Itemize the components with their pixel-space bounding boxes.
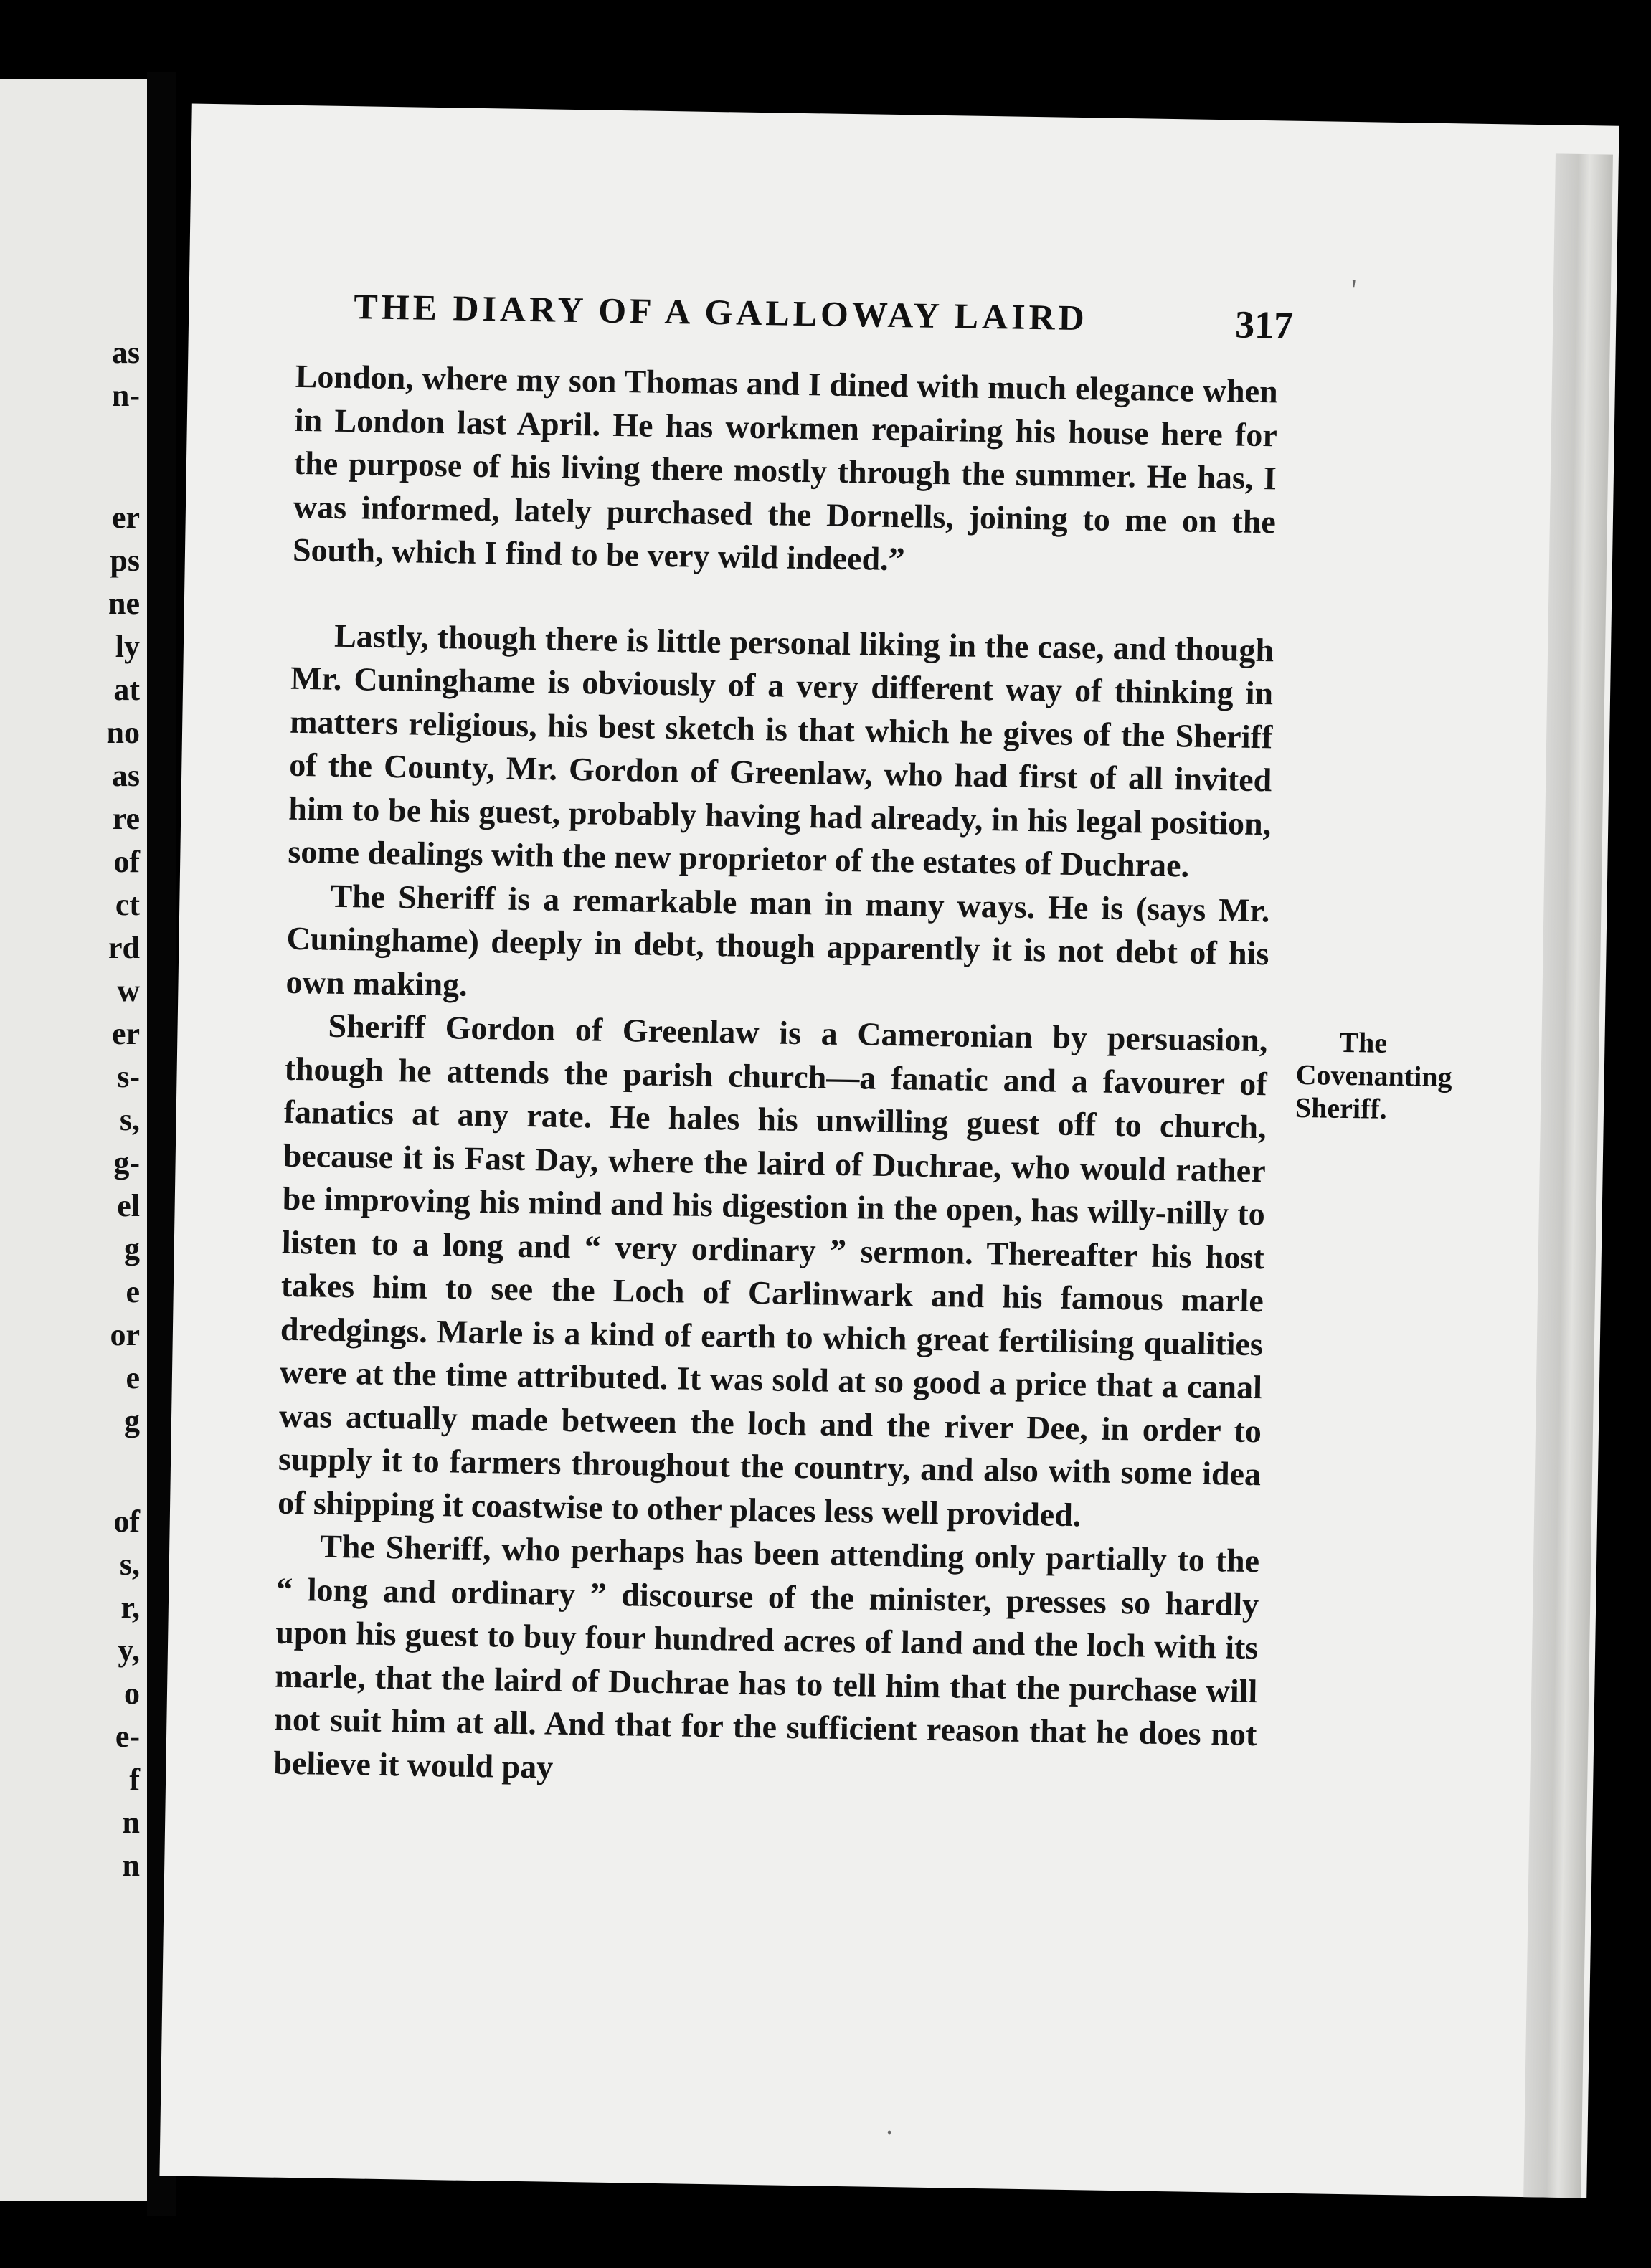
- left-page-fragment: e: [126, 1274, 140, 1309]
- running-title: THE DIARY OF A GALLOWAY LAIRD: [353, 286, 1089, 338]
- left-page-fragment: ne: [108, 586, 140, 621]
- left-page-fragment: er: [111, 1016, 140, 1051]
- book-page: [159, 104, 1619, 2198]
- left-page-fragment: r,: [120, 1590, 140, 1625]
- left-page-fragment: as: [111, 758, 140, 793]
- left-page-fragment: s,: [119, 1547, 140, 1582]
- left-page-fragment: g: [124, 1403, 140, 1438]
- running-head: [296, 285, 1294, 351]
- left-page-fragment: at: [113, 672, 140, 707]
- paragraph-text: Sheriff Gordon of Greenlaw is a Cameronian by persuasion, though he attends the parish church—a fanatic and a favourer of fanatics at any rate. He hales his unwilling guest off to church, because it is Fast Day, where the laird of Duchrae, who would rather be improving his mind and his digestion in the open, has willy-nilly to listen to a long and “ very ordinary ” sermon. Thereafter his host takes him to see the Loch of Carlinwark and his famous marle dredgings. Marle is a kind of earth to which great fertilising qualities were at the time attributed. It was sold at so good a price that a canal was actually made between the loch and the river Dee, in order to supply it to farmers throughout the country, and also with some idea of shipping it coastwise to other places less well provided.: [277, 1007, 1268, 1533]
- left-page-fragment: el: [117, 1188, 140, 1223]
- paragraph: The Sheriff, who perhaps has been attending only partially to the “ long and ordinary ” discourse of the minister, presses so hardly upon his guest to buy four hundred acres of land and the loch with its marle, that the laird of Duchrae has to tell him that the purchase will not suit him at all. And that for the sufficient reason that he does not believe it would pay: [273, 1527, 1260, 1785]
- left-page-fragment: rd: [108, 930, 140, 965]
- left-page-fragment: n-: [111, 378, 140, 413]
- paragraph-with-margin-note: [277, 1004, 1452, 1539]
- page-content: [273, 285, 1452, 1800]
- body-text: [273, 355, 1452, 1800]
- left-page-fragment: as: [111, 335, 140, 370]
- left-page-fragment: n: [122, 1848, 140, 1883]
- left-page-fragment: o: [124, 1676, 140, 1711]
- left-page-fragment: g-: [113, 1145, 140, 1180]
- left-page-fragment: or: [110, 1317, 140, 1352]
- left-page-fragment: n: [122, 1805, 140, 1840]
- page-speck: ·: [884, 2116, 895, 2149]
- left-page-fragment: ct: [115, 887, 140, 922]
- left-page-text-fragments: [0, 79, 147, 2201]
- paragraph: The Sheriff is a remarkable man in many ways. He is (says Mr. Cuninghame) deeply in debt, though apparently it is not debt of his own making.: [285, 877, 1270, 1003]
- left-page-fragment: e: [126, 1360, 140, 1395]
- paragraph: London, where my son Thomas and I dined with much elegance when in London last April. He has workmen repairing his house here for the purpose of his living there mostly through the summer. He has, I was informed, lately purchased the Dornells, joining to me on the South, which I find to be very wild indeed.”: [292, 357, 1279, 578]
- left-page-fragment: g: [124, 1231, 140, 1266]
- left-facing-page: [0, 79, 147, 2201]
- left-page-fragment: of: [113, 1504, 140, 1539]
- left-page-fragment: f: [129, 1762, 140, 1797]
- left-page-fragment: y,: [118, 1633, 140, 1668]
- left-page-fragment: e-: [115, 1719, 140, 1754]
- page-edge-stack: [1523, 153, 1613, 2198]
- left-page-fragment: ps: [110, 543, 140, 578]
- left-page-fragment: s,: [119, 1102, 140, 1137]
- left-page-fragment: ly: [115, 629, 140, 664]
- page-speck: ': [1350, 272, 1357, 306]
- left-page-fragment: of: [113, 844, 140, 879]
- left-page-fragment: w: [117, 973, 140, 1008]
- page-number: 317: [1234, 303, 1294, 347]
- left-page-fragment: er: [111, 500, 140, 535]
- paragraph: Lastly, though there is little personal liking in the case, and though Mr. Cuninghame is obviously of a very different way of thinking in matters religious, his best sketch is that which he gives of the Sheriff of the County, Mr. Gordon of Greenlaw, who had first of all invited him to be his guest, probably having had already, in his legal position, some dealings with the new proprietor of the estates of Duchrae.: [288, 617, 1274, 884]
- margin-note: The Covenanting Sheriff.: [1295, 1025, 1452, 1125]
- left-page-fragment: re: [112, 801, 140, 836]
- left-page-fragment: no: [106, 715, 140, 750]
- left-page-fragment: s-: [117, 1059, 140, 1094]
